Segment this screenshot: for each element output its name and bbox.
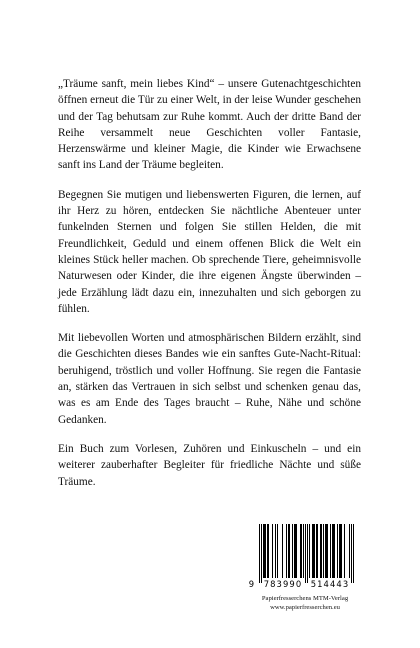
barcode-bar xyxy=(277,524,278,578)
barcode-bar xyxy=(349,524,350,578)
barcode-bar xyxy=(337,524,338,578)
barcode-bar xyxy=(275,524,276,578)
barcode-bar xyxy=(353,524,354,583)
barcode-bar xyxy=(316,524,317,578)
barcode-bar xyxy=(313,524,314,578)
barcode-digits: 783990 xyxy=(263,579,303,589)
barcode-bar xyxy=(312,524,313,578)
barcode-bar xyxy=(321,524,322,578)
barcode-bar xyxy=(330,524,331,578)
barcode-bar xyxy=(325,524,326,578)
blurb-paragraph: Begegnen Sie mutigen und liebenswerten Figuren, die lernen, auf ihr Herz zu hören, entdecken Sie nächtliche Abenteuer unter funkelnden Sternen und folgen Sie stillen Helden, die mit Freundlichkeit, Geduld und einem offenen Blick die Welt ein kleines Stück heller machen. Ob sprechende Tiere, geheimnisvolle Naturwesen oder Kinder, die ihre eigenen Ängste überwinden – jede Erzählung lädt dazu ein, innezuhalten und sich geborgen zu fühlen. xyxy=(58,188,361,315)
publisher-name: Papierfresserchens MTM-Verlag xyxy=(261,595,349,602)
barcode-bar xyxy=(327,524,328,578)
barcode-bar xyxy=(307,524,308,583)
blurb-paragraph: Mit liebevollen Worten und atmosphärischen Bildern erzählt, sind die Geschichten dieses Bandes wie ein sanftes Gute-Nacht-Ritual: beruhigend, tröstlich und voller Hoffnung. Sie regen die Fantasie an, stärken das Vertrauen in sich selbst und schenken genau das, was es am Ende des Tages braucht – Ruhe, Nähe und schöne Gedanken. xyxy=(58,332,361,426)
barcode-bar xyxy=(296,524,297,578)
barcode-bar xyxy=(286,524,287,578)
barcode-bar xyxy=(265,524,266,578)
barcode-bar xyxy=(288,524,289,578)
barcode-bar xyxy=(282,524,283,578)
barcode-bar xyxy=(317,524,318,578)
barcode-bar xyxy=(289,524,290,578)
barcode-bar xyxy=(264,524,265,578)
barcode-bar xyxy=(295,524,296,578)
barcode-bar xyxy=(263,524,264,578)
barcode-bar xyxy=(292,524,293,578)
barcode-bar xyxy=(340,524,341,578)
barcode-bar xyxy=(259,524,260,583)
barcode-bar xyxy=(341,524,342,578)
barcode-bar xyxy=(326,524,327,578)
barcode-bar xyxy=(351,524,352,583)
barcode-bar xyxy=(305,524,306,583)
barcode-bar xyxy=(344,524,345,578)
barcode-digits: 514443 xyxy=(310,579,350,589)
barcode-bar xyxy=(268,524,269,578)
barcode-bar xyxy=(303,524,304,578)
publisher-imprint xyxy=(246,595,364,612)
barcode-bar xyxy=(314,524,315,578)
barcode-bar xyxy=(323,524,324,578)
barcode-bar xyxy=(267,524,268,578)
barcode-bar xyxy=(332,524,333,578)
barcode-bar xyxy=(301,524,302,578)
barcode-digits: 9 xyxy=(248,579,256,589)
blurb-paragraph: Ein Buch zum Vorlesen, Zuhören und Einkuscheln – und ein weiterer zauberhafter Begleiter für friedliche Nächte und süße Träume. xyxy=(58,442,361,488)
publisher-url: www.papierfresserchen.eu xyxy=(270,603,340,611)
barcode-bar xyxy=(339,524,340,578)
barcode-graphic xyxy=(246,518,364,596)
barcode-bar xyxy=(272,524,273,578)
barcode-bar xyxy=(333,524,334,578)
barcode-bar xyxy=(300,524,301,578)
back-cover-blurb xyxy=(58,76,361,503)
blurb-paragraph: „Träume sanft, mein liebes Kind“ – unsere Gutenachtgeschichten öffnen erneut die Tür zu einer Welt, in der leise Wunder geschehen und der Tag behutsam zur Ruhe kommt. Auch der dritte Band der Reihe versammelt neue Geschichten voller Fantasie, Herzenswärme und kleiner Magie, die Kinder wie Erwachsene sanft ins Land der Träume begleiten. xyxy=(58,78,361,172)
barcode-bar xyxy=(294,524,295,578)
barcode-bar xyxy=(309,524,310,578)
barcode-bar xyxy=(320,524,321,578)
barcode-bar xyxy=(334,524,335,578)
barcode-bar xyxy=(261,524,262,583)
